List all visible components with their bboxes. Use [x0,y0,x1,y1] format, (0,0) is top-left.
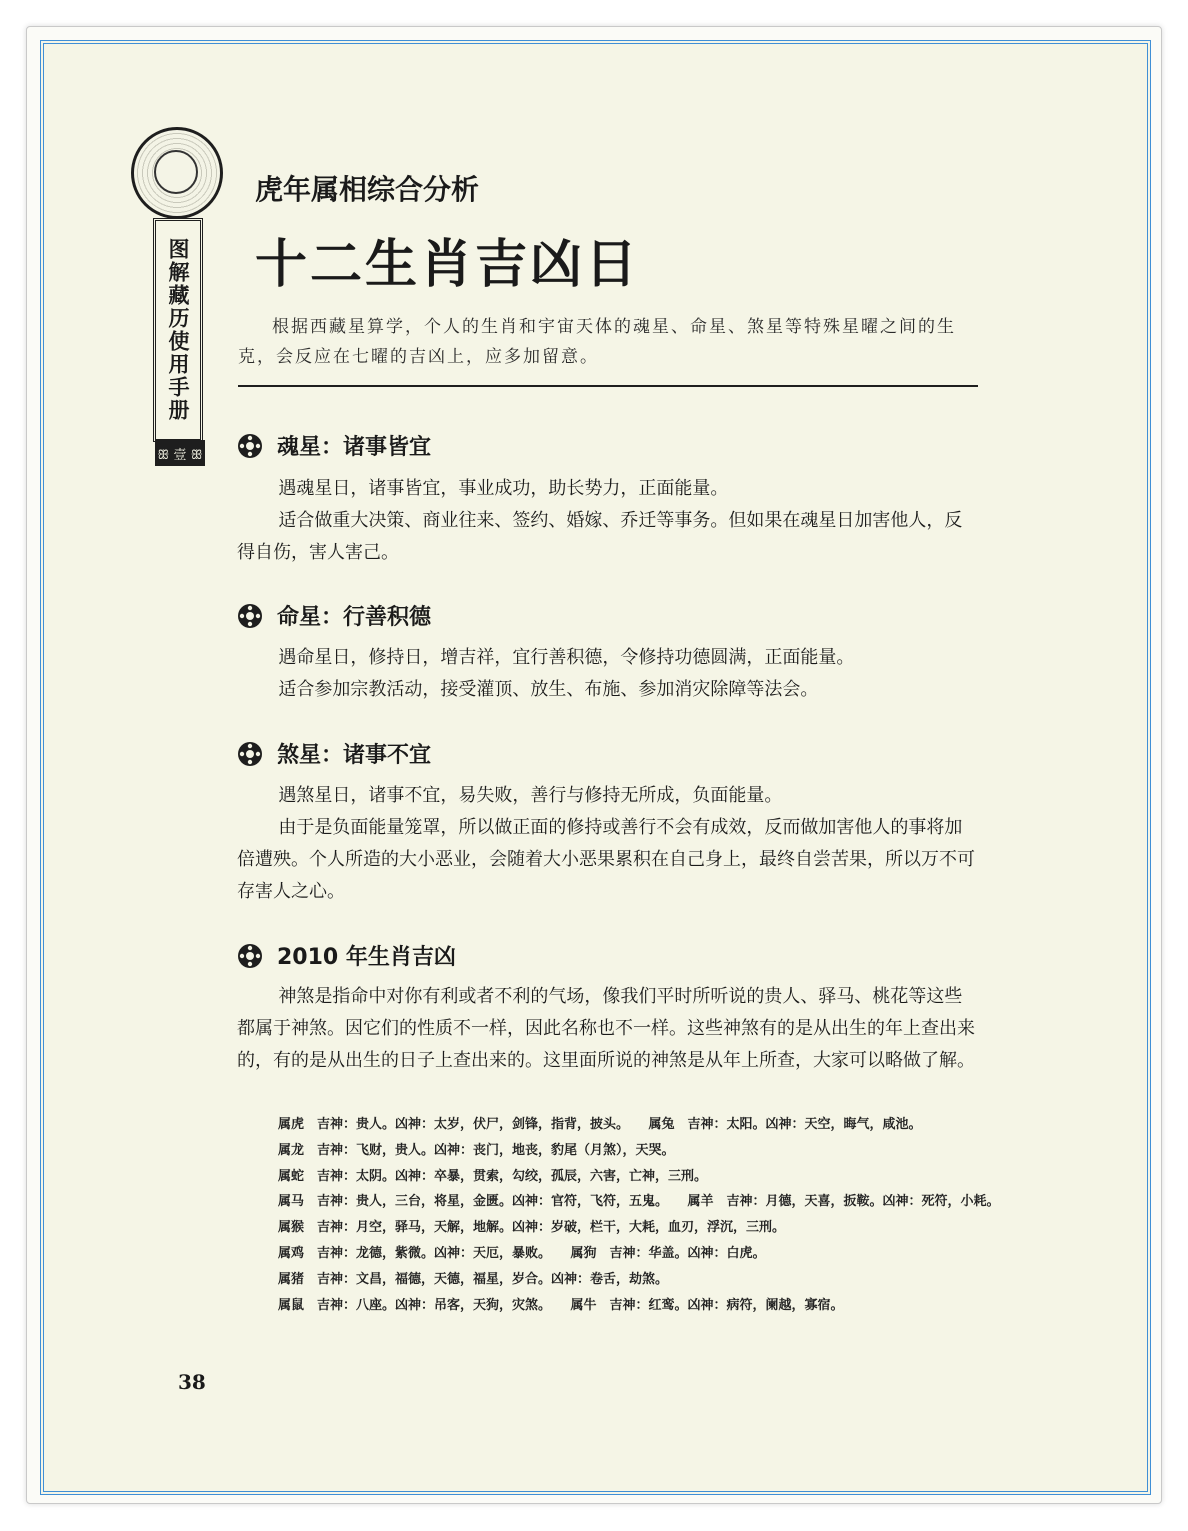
section-heading-soul-star [237,430,431,461]
page-number: 38 [178,1370,206,1394]
intro-paragraph: 根据西藏星算学，个人的生肖和宇宙天体的魂星、命星、煞星等特殊星曜之间的生克，会反应在七曜的吉凶上，应多加留意。 [238,317,956,367]
section-heading-text: 煞星：诸事不宜 [277,743,432,768]
paragraph: 适合做重大决策、商业往来、签约、婚嫁、乔迁等事务。但如果在魂星日加害他人，反得自伤，害人害己。 [237,510,963,563]
side-banner-text: 图解藏历使用手册 [166,238,191,422]
divider [238,385,978,387]
paragraph: 遇煞星日，诸事不宜，易失败，善行与修持无所成，负面能量。 [278,785,783,806]
paragraph: 遇命星日，修持日，增吉祥，宜行善积德，令修持功德圆满，正面能量。 [278,647,855,668]
zodiac-line: 属虎 吉神：贵人。凶神：太岁，伏尸，剑锋，指背，披头。 属兔 吉神：太阳。凶神：天空，晦气，咸池。 [278,1117,922,1132]
paragraph: 遇魂星日，诸事皆宜，事业成功，助长势力，正面能量。 [278,478,729,499]
section-heading-text: 命星：行善积德 [277,605,432,630]
section-heading-text: 魂星：诸事皆宜 [277,435,432,460]
paragraph: 神煞是指命中对你有利或者不利的气场，像我们平时所听说的贵人、驿马、桃花等这些都属于神煞。因它们的性质不一样，因此名称也不一样。这些神煞有的是从出生的年上查出来的，有的是从出生的日子上查出来的。这里面所说的神煞是从年上所查，大家可以略做了解。 [237,986,975,1071]
zodiac-line: 属鸡 吉神：龙德，紫微。凶神：天厄，暴败。 属狗 吉神：华盖。凶神：白虎。 [278,1245,766,1261]
zodiac-line: 属猴 吉神：月空，驿马，天解，地解。凶神：岁破，栏干，大耗，血刃，浮沉，三刑。 [278,1220,786,1236]
page-subtitle: 虎年属相综合分析 [255,173,480,206]
zodiac-line: 属鼠 吉神：八座。凶神：吊客，天狗，灾煞。 属牛 吉神：红鸾。凶神：病符，阑越，寡宿。 [278,1297,844,1313]
flower-bullet-icon [237,433,263,459]
section-heading-2010-zodiac [237,940,456,971]
section-heading-evil-star [237,738,431,769]
paragraph: 由于是负面能量笼罩，所以做正面的修持或善行不会有成效，反而做加害他人的事将加倍遭殃。个人所造的大小恶业，会随着大小恶果累积在自己身上，最终自尝苦果，所以万不可存害人之心。 [237,817,975,902]
section-heading-life-star [237,600,431,631]
side-badge: ꕥ 壹 ꕥ [155,440,205,466]
zodiac-line: 属猪 吉神：文昌，福德，天德，福星，岁合。凶神：卷舌，劫煞。 [278,1271,669,1287]
side-banner [153,218,203,442]
page-title: 十二生肖吉凶日 [255,235,641,295]
flower-bullet-icon [237,741,263,767]
zodiac-line: 属龙 吉神：飞财，贵人。凶神：丧门，地丧，豹尾（月煞），天哭。 [278,1142,675,1158]
flower-bullet-icon [237,943,263,969]
flower-bullet-icon [237,603,263,629]
section-heading-text: 2010 年生肖吉凶 [277,945,456,970]
wheel-emblem-icon [131,127,223,219]
paragraph: 适合参加宗教活动，接受灌顶、放生、布施、参加消灾除障等法会。 [278,679,819,700]
zodiac-line: 属马 吉神：贵人，三台，将星，金匮。凶神：官符，飞符，五鬼。 属羊 吉神：月德，天喜，扳鞍。凶神：死符，小耗。 [278,1194,1000,1210]
zodiac-list [278,1112,1000,1318]
zodiac-line: 属蛇 吉神：太阴。凶神：卒暴，贯索，勾绞，孤辰，六害，亡神，三刑。 [278,1168,708,1184]
